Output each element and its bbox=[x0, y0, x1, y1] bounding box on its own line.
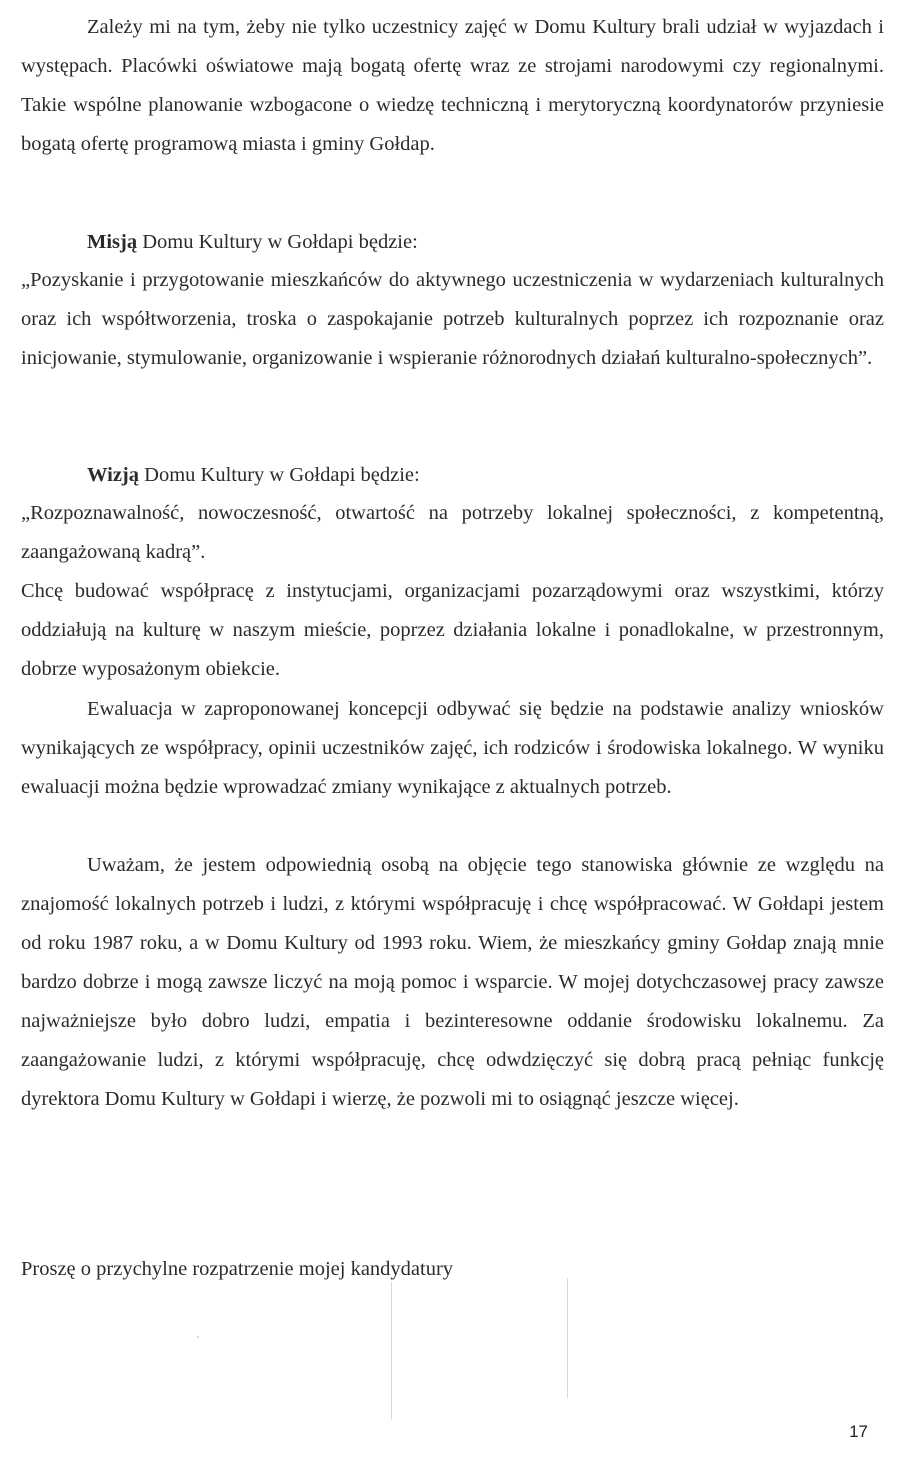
paragraph-candidate: Uważam, że jestem odpowiednią osobą na objęcie tego stanowiska głównie ze względu na znajomość lokalnych potrzeb i ludzi, z którymi współpracuję i chcę współpracować. W Gołdapi jestem od roku 1987 roku, a w Domu Kultury od 1993 roku. Wiem, że mieszkańcy gminy Gołdap znają mnie bardzo dobrze i mogą zawsze liczyć na moją pomoc i wsparcie. W mojej dotychczasowej pracy zawsze najważniejsze było dobro ludzi, empatia i bezinteresowne oddanie środowisku lokalnemu. Za zaangażowanie ludzi, z którymi współpracuję, chcę odwdzięczyć się dobrą pracą pełniąc funkcję dyrektora Domu Kultury w Gołdapi i wierzę, że pozwoli mi to osiągnąć jeszcze więcej. bbox=[21, 854, 884, 1110]
vision-text: „Rozpoznawalność, nowoczesność, otwartość na potrzeby lokalnej społeczności, z kompetentną, zaangażowaną kadrą”. bbox=[21, 502, 884, 563]
vision-heading bbox=[21, 456, 884, 495]
mission-label: Misją bbox=[87, 231, 138, 253]
closing-line: Proszę o przychylne rozpatrzenie mojej kandydatury bbox=[21, 1258, 454, 1280]
vision-label: Wizją bbox=[87, 464, 140, 486]
paragraph-evaluation: Ewaluacja w zaproponowanej koncepcji odbywać się będzie na podstawie analizy wniosków wynikających ze współpracy, opinii uczestników zajęć, ich rodziców i środowiska lokalnego. W wyniku ewaluacji można będzie wprowadzać zmiany wynikające z aktualnych potrzeb. bbox=[21, 698, 884, 798]
paragraph-cooperation: Chcę budować współpracę z instytucjami, organizacjami pozarządowymi oraz wszystkimi, którzy oddziałują na kulturę w naszym mieście, poprzez działania lokalne i ponadlokalne, w przestronnym, dobrze wyposażonym obiekcie. bbox=[21, 580, 884, 680]
signature-mark bbox=[567, 1278, 568, 1398]
document-page bbox=[21, 0, 884, 1472]
paragraph-participation: Zależy mi na tym, żeby nie tylko uczestnicy zajęć w Domu Kultury brali udział w wyjazdach i występach. Placówki oświatowe mają bogatą ofertę wraz ze strojami narodowymi czy regionalnymi. Takie wspólne planowanie wzbogacone o wiedzę techniczną i merytoryczną koordynatorów przyniesie bogatą ofertę programową miasta i gminy Gołdap. bbox=[21, 16, 884, 155]
page-number: 17 bbox=[849, 1422, 868, 1441]
vision-intro: Domu Kultury w Gołdapi będzie: bbox=[139, 464, 420, 486]
mission-intro: Domu Kultury w Gołdapi będzie: bbox=[137, 231, 418, 253]
mission-heading bbox=[21, 223, 884, 262]
mission-text: „Pozyskanie i przygotowanie mieszkańców do aktywnego uczestniczenia w wydarzeniach kulturalnych oraz ich współtworzenia, troska o zaspokajanie potrzeb kulturalnych poprzez ich rozpoznanie oraz inicjowanie, stymulowanie, organizowanie i wspieranie różnorodnych działań kulturalno-społecznych”. bbox=[21, 269, 884, 369]
scan-speck bbox=[197, 1336, 199, 1338]
signature-mark bbox=[391, 1282, 392, 1420]
